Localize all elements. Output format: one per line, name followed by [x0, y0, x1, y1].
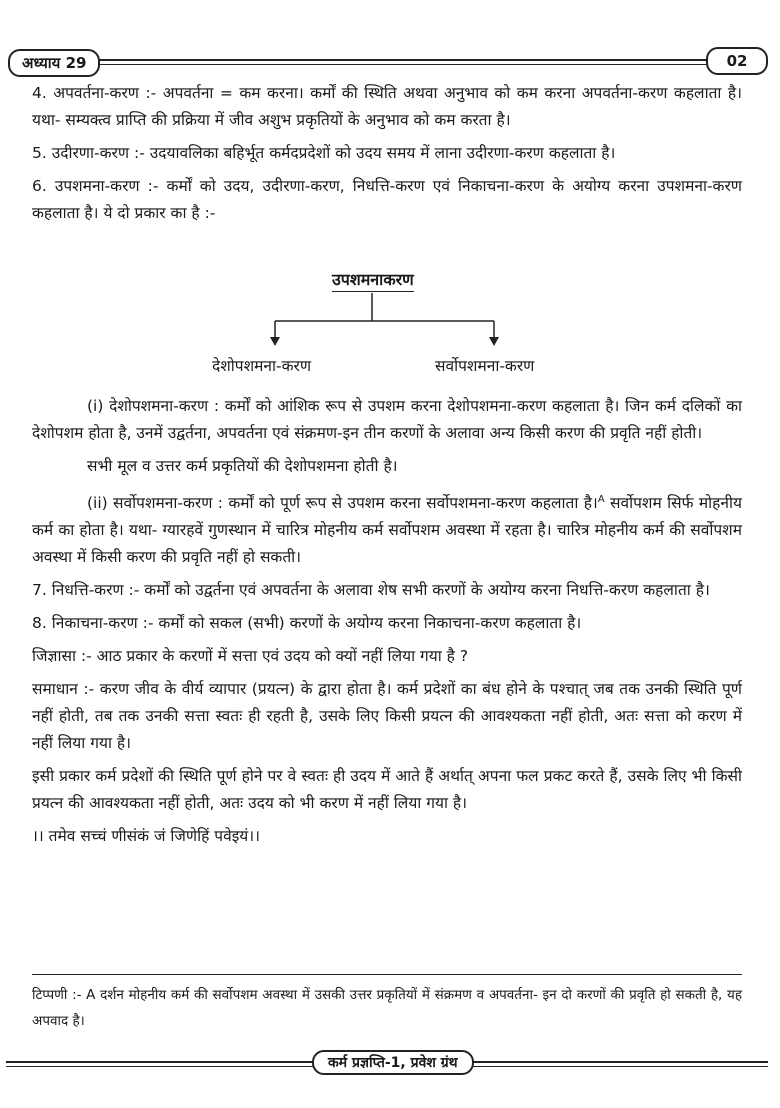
chapter-label: अध्याय 29	[8, 49, 100, 77]
verse-line: ।। तमेव सच्चं णीसंकं जं जिणेहिं पवेइयं।।	[32, 827, 261, 846]
book-title: कर्म प्रज्ञप्ति-1, प्रवेश ग्रंथ	[312, 1050, 474, 1075]
paragraph-answer: समाधान :- करण जीव के वीर्य व्यापार (प्रयत्न) के द्वारा होता है। कर्म प्रदेशों का बंध होने के पश्चात् जब तक उनकी स्थिति पूर्ण नहीं होती, तब तक उनकी सत्ता स्वतः ही रहती है, उसके लिए किसी प्रयत्न की आवश्यकता नहीं होती, अतः सत्ता को करण में नहीं लिया गया है।	[32, 680, 742, 753]
paragraph-nidhatti: 7. निधत्ति-करण :- कर्मों को उद्वर्तना एवं अपवर्तना के अलावा शेष सभी करणों के अयोग्य करना निधत्ति-करण कहलाता है।	[32, 581, 710, 600]
diagram-connectors	[32, 233, 742, 393]
paragraph-udirana: 5. उदीरणा-करण :- उदयावलिका बहिर्भूत कर्मदप्रदेशों को उदय समय में लाना उदीरणा-करण कहलाता है।	[32, 144, 616, 162]
page-body	[32, 80, 742, 856]
header-rule-thin	[40, 64, 728, 65]
paragraph-nikachana: 8. निकाचना-करण :- कर्मों को सकल (सभी) करणों के अयोग्य करना निकाचना-करण कहलाता है।	[32, 614, 582, 633]
sarvopashamana-text: (ii) सर्वोपशमना-करण : कर्मों को पूर्ण रूप से उपशम करना सर्वोपशमना-करण कहलाता है।	[87, 494, 598, 513]
footnote-rule	[32, 974, 742, 975]
paragraph-answer-continued: इसी प्रकार कर्म प्रदेशों की स्थिति पूर्ण होने पर वे स्वतः ही उदय में आते हैं अर्थात् अपना फल प्रकट करते हैं, उसके लिए भी किसी प्रयत्न की आवश्यकता नहीं होती, अतः उदय को भी करण में नहीं लिया गया है।	[32, 767, 742, 813]
footnote: टिप्पणी :- A दर्शन मोहनीय कर्म की सर्वोपशम अवस्था में उसकी उत्तर प्रकृतियों में संक्रमण व अपवर्तना- इन दो करणों की प्रवृति हो सकती है, यह अपवाद है।	[32, 987, 742, 1029]
header-rule	[40, 59, 728, 61]
diagram-root-label: उपशमनाकरण	[332, 269, 414, 292]
arrow-left	[270, 337, 280, 346]
paragraph-deshopashamana: (i) देशोपशमना-करण : कर्मों को आंशिक रूप से उपशम करना देशोपशमना-करण कहलाता है। जिन कर्म दलिकों का देशोपशम होता है, उनमें उद्वर्तना, अपवर्तना एवं संक्रमण-इन तीन करणों के अलावा अन्य किसी करण की प्रवृति नहीं होती।	[32, 397, 742, 442]
sarvopashamana-continued: सर्वोपशम सिर्फ मोहनीय कर्म का होता है। यथा- ग्यारहवें गुणस्थान में चारित्र मोहनीय कर्म सर्वोपशम अवस्था में रहता है। चारित्र मोहनीय कर्म की सर्वोपशम अवस्था में किसी करण की प्रवृति नहीं हो सकती।	[32, 494, 742, 567]
diagram-left-label: देशोपशमना-करण	[212, 357, 312, 375]
paragraph-upashamana: 6. उपशमना-करण :- कर्मों को उदय, उदीरणा-करण, निधत्ति-करण एवं निकाचना-करण के अयोग्य करना उपशमना-करण कहलाता है। ये दो प्रकार का है :-	[32, 177, 742, 222]
diagram-right-label: सर्वोपशमना-करण	[435, 357, 535, 375]
paragraph-apavartana: 4. अपवर्तना-करण :- अपवर्तना = कम करना। कर्मों की स्थिति अथवा अनुभाव को कम करना अपवर्तना-करण कहलाता है। यथा- सम्यक्त्व प्राप्ति की प्रक्रिया में जीव अशुभ प्रकृतियों के अनुभाव को कम करता है।	[32, 84, 742, 129]
paragraph-question: जिज्ञासा :- आठ प्रकार के करणों में सत्ता एवं उदय को क्यों नहीं लिया गया है ?	[32, 647, 469, 666]
footnote-marker: A	[597, 494, 605, 505]
page-number: 02	[706, 47, 768, 75]
paragraph-deshopashamana-note: सभी मूल व उत्तर कर्म प्रकृतियों की देशोपशमना होती है।	[87, 457, 398, 475]
arrow-right	[489, 337, 499, 346]
upashamana-diagram	[32, 233, 742, 393]
paragraph-sarvopashamana	[32, 486, 742, 571]
